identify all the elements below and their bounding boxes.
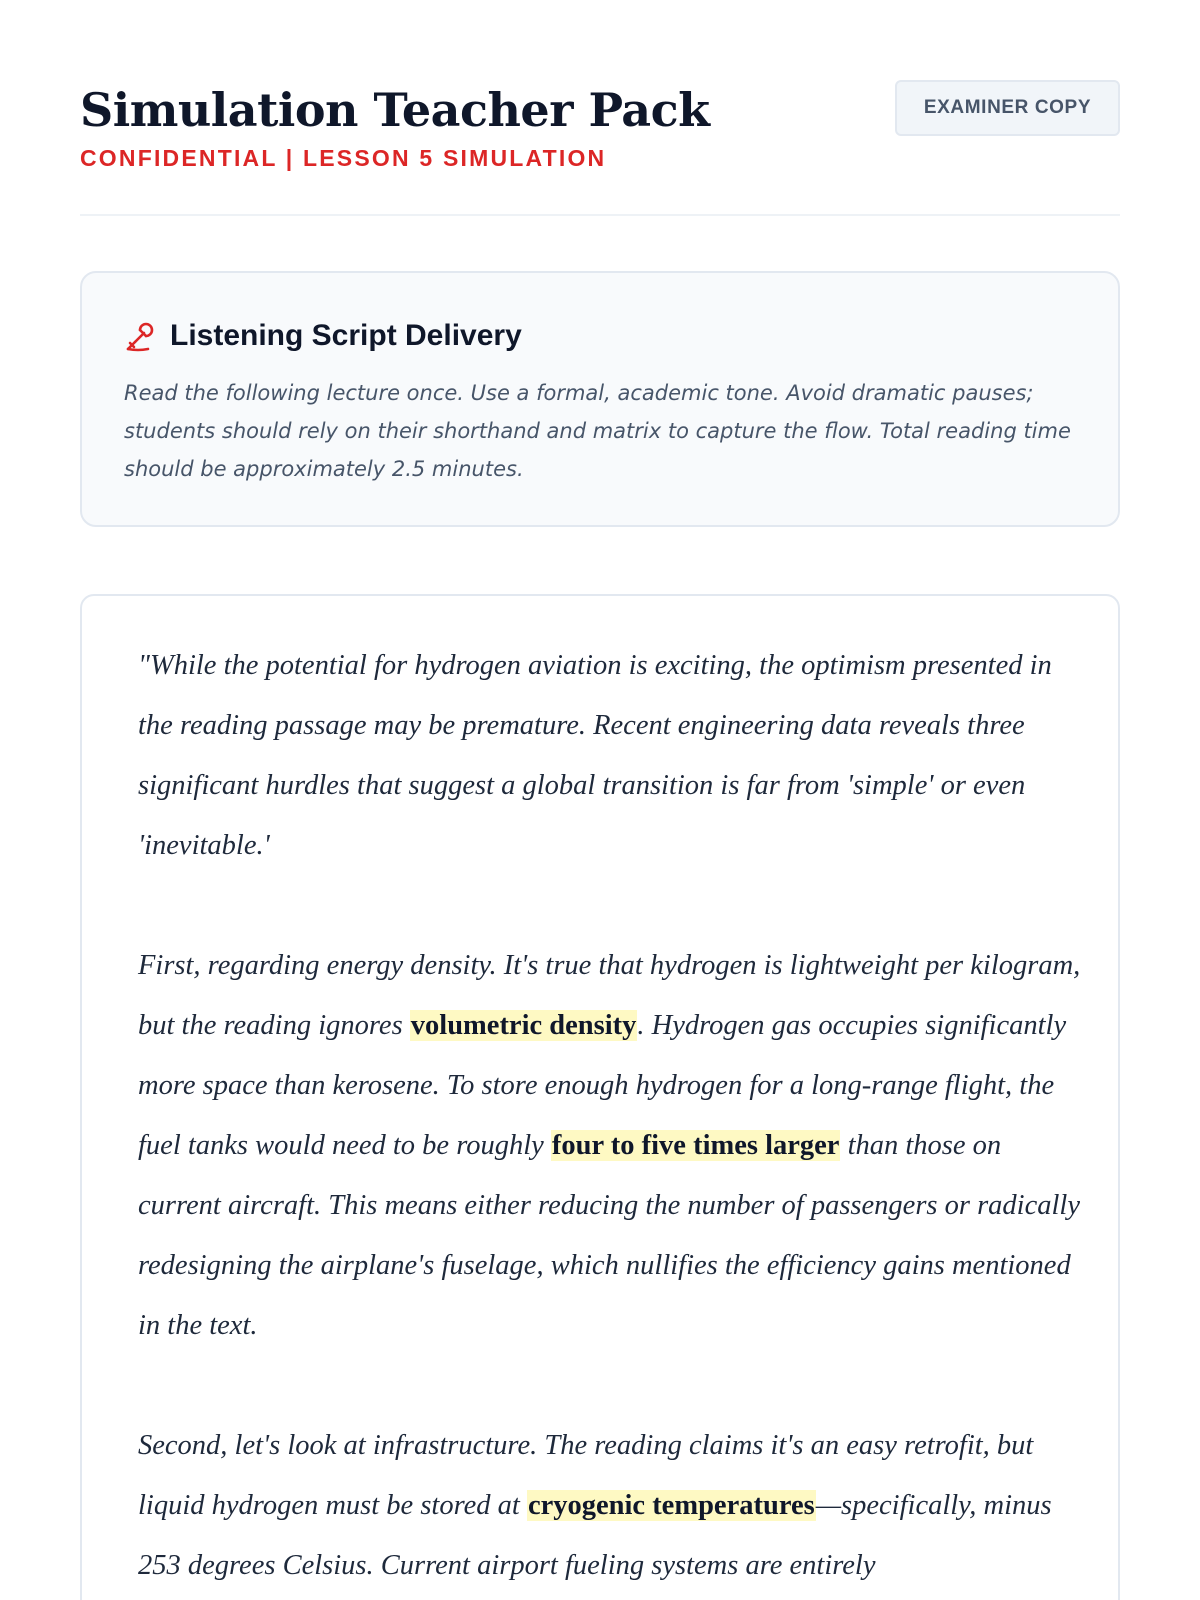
script-text: First, regarding energy density. It's true that hydrogen is lightweight per kilogram, but the reading ignores — [138, 950, 1081, 1041]
highlighted-term: four to five times larger — [551, 1130, 840, 1161]
instructions-card — [80, 271, 1120, 527]
examiner-copy-badge: EXAMINER COPY — [895, 80, 1120, 136]
lecture-script — [138, 636, 1088, 1600]
script-paragraph-1: "While the potential for hydrogen aviation is exciting, the optimism presented in the reading passage may be premature. Recent engineering data reveals three significant hurdles that suggest a global transition is far from 'simple' or even 'inevitable.' — [138, 650, 1052, 861]
instructions-heading: Listening Script Delivery — [170, 319, 522, 352]
highlighted-term: volumetric density — [410, 1010, 637, 1041]
script-paragraph-2 — [138, 936, 1088, 1356]
page-header — [80, 80, 1120, 216]
page-title: Simulation Teacher Pack — [80, 83, 710, 137]
script-text: than those on current aircraft. This means either reducing the number of passengers or radically redesigning the airplane's fuselage, which nullifies the efficiency gains mentioned in the text. — [138, 1130, 1080, 1341]
lecture-script-card — [80, 594, 1120, 1600]
script-text: —specifically, minus 253 degrees Celsius. Current airport fueling systems are entirely — [138, 1490, 1052, 1581]
script-text: Second, let's look at infrastructure. The reading claims it's an easy retrofit, but liquid hydrogen must be stored at — [138, 1430, 1034, 1521]
microphone-icon — [124, 321, 154, 353]
script-paragraph-3 — [138, 1416, 1088, 1596]
script-text: . Hydrogen gas occupies significantly more space than kerosene. To store enough hydrogen for a long-range flight, the fuel tanks would need to be roughly — [138, 1010, 1067, 1161]
confidential-label: CONFIDENTIAL | LESSON 5 SIMULATION — [80, 145, 607, 171]
highlighted-term: cryogenic temperatures — [527, 1490, 815, 1521]
instructions-text: Read the following lecture once. Use a formal, academic tone. Avoid dramatic pauses; students should rely on their shorthand and matrix to capture the flow. Total reading time should be approximately 2.5 minutes. — [124, 381, 1071, 481]
